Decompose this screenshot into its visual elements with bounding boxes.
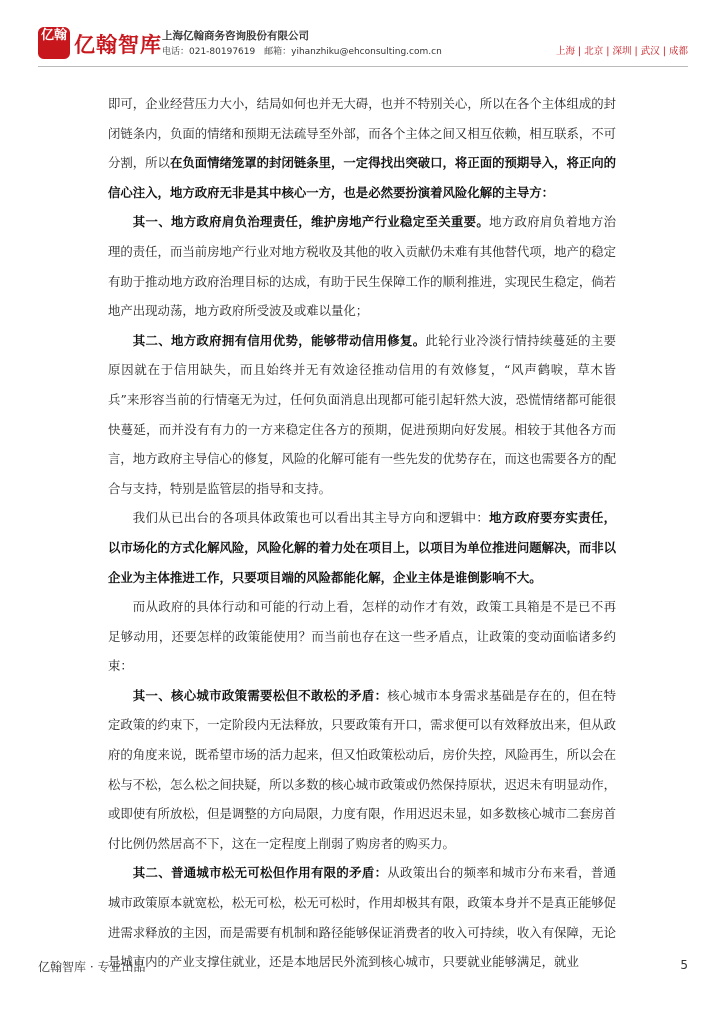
body-text — [108, 89, 616, 977]
paragraph — [108, 681, 616, 859]
paragraph-text: 此轮行业冷淡行情持续蔓延的主要原因就在于信用缺失，而且始终并无有效途径推动信用的有效修复，“风声鹤唳，草木皆兵”来形容当前的行情毫无为过，任何负面消息出现都可能引起轩然大波，恐慌情绪都可能很快蔓延，而并没有有力的一方来稳定住各方的预期，促进预期向好发展。相较于其他各方而言，地方政府主导信心的修复，风险的化解可能有一些先发的优势存在，而这也需要各方的配合与支持，特别是监管层的指导和支持。 — [108, 332, 617, 496]
paragraph — [108, 592, 616, 681]
bold-text: 其二、普通城市松无可松但作用有限的矛盾： — [132, 865, 388, 881]
paragraph — [108, 503, 616, 592]
paragraph — [108, 326, 616, 504]
paragraph — [108, 207, 616, 325]
page-header — [0, 0, 724, 74]
bold-text: 在负面情绪笼罩的封闭链条里，一定得找出突破口，将正面的预期导入，将正向的信心注入，地方政府无非是其中核心一方，也是必然要扮演着风险化解的主导方： — [108, 155, 617, 200]
page-number: 5 — [680, 958, 688, 972]
footer-brand: 亿翰智库 · 专业出品 — [38, 960, 146, 974]
bold-text: 其一、核心城市政策需要松但不敢松的矛盾： — [132, 687, 388, 703]
paragraph-text: 我们从已出台的各项具体政策也可以看出其主导方向和逻辑中： — [132, 510, 490, 526]
logo-icon: 亿翰 — [38, 27, 70, 59]
paragraph-text: 从政策出台的频率和城市分布来看，普通城市政策原本就宽松，松无可松，松无可松时，作用却极其有限，政策本身并不是真正能够促进需求释放的主因，而是需要有机制和路径能够保证消费者的收入可持续，收入有保障，无论是城市内的产业支撑住就业，还是本地居民外流到核心城市，只要就业能够满足，就业 — [108, 865, 617, 970]
email: 邮箱：yihanzhiku@ehconsulting.com.cn — [264, 47, 442, 57]
logo-text: 亿翰智库 — [74, 33, 162, 57]
office-cities: 上海 | 北京 | 深圳 | 武汉 | 成都 — [556, 46, 688, 57]
paragraph-text: 即可，企业经营压力大小，结局如何也并无大碍，也并不特别关心，所以在各个主体组成的封闭链条内，负面的情绪和预期无法疏导至外部，而各个主体之间又相互依赖，相互联系，不可分割，所以 — [108, 96, 617, 171]
paragraph — [108, 89, 616, 207]
paragraph — [108, 858, 616, 976]
bold-text: 地方政府要夯实责任，以市场化的方式化解风险，风险化解的着力处在项目上，以项目为单位推进问题解决，而非以企业为主体推进工作，只要项目端的风险都能化解，企业主体是谁倒影响不大。 — [108, 510, 617, 585]
paragraph-text: 地方政府肩负着地方治理的责任，而当前房地产行业对地方税收及其他的收入贡献仍未难有其他替代项，地产的稳定有助于推动地方政府治理目标的达成，有助于民生保障工作的顺利推进，实现民生稳定，倘若地产出现动荡，地方政府所受波及或难以量化； — [108, 214, 617, 319]
paragraph-text: 核心城市本身需求基础是存在的，但在特定政策的约束下，一定阶段内无法释放，只要政策有开口，需求便可以有效释放出来，但从政府的角度来说，既希望市场的活力起来，但又怕政策松动后，房价失控，风险再生，所以会在松与不松，怎么松之间抉疑，所以多数的核心城市政策或仍然保持原状，迟迟未有明显动作，或即使有所放松，但是调整的方向局限，力度有限，作用迟迟未显，如多数核心城市二套房首付比例仍然居高不下，这在一定程度上削弱了购房者的购买力。 — [108, 687, 617, 851]
contact-info — [162, 44, 448, 57]
paragraph-text: 而从政府的具体行动和可能的行动上看，怎样的动作才有效，政策工具箱是不是已不再足够动用，还要怎样的政策能使用？而当前也存在这一些矛盾点，让政策的变动面临诸多约束： — [108, 599, 616, 674]
phone: 电话：021-80197619 — [162, 47, 256, 57]
bold-text: 其二、地方政府拥有信用优势，能够带动信用修复。 — [132, 332, 426, 348]
bold-text: 其一、地方政府肩负治理责任，维护房地产行业稳定至关重要。 — [132, 214, 490, 230]
company-name: 上海亿翰商务咨询股份有限公司 — [162, 30, 309, 42]
header-divider — [38, 66, 688, 67]
